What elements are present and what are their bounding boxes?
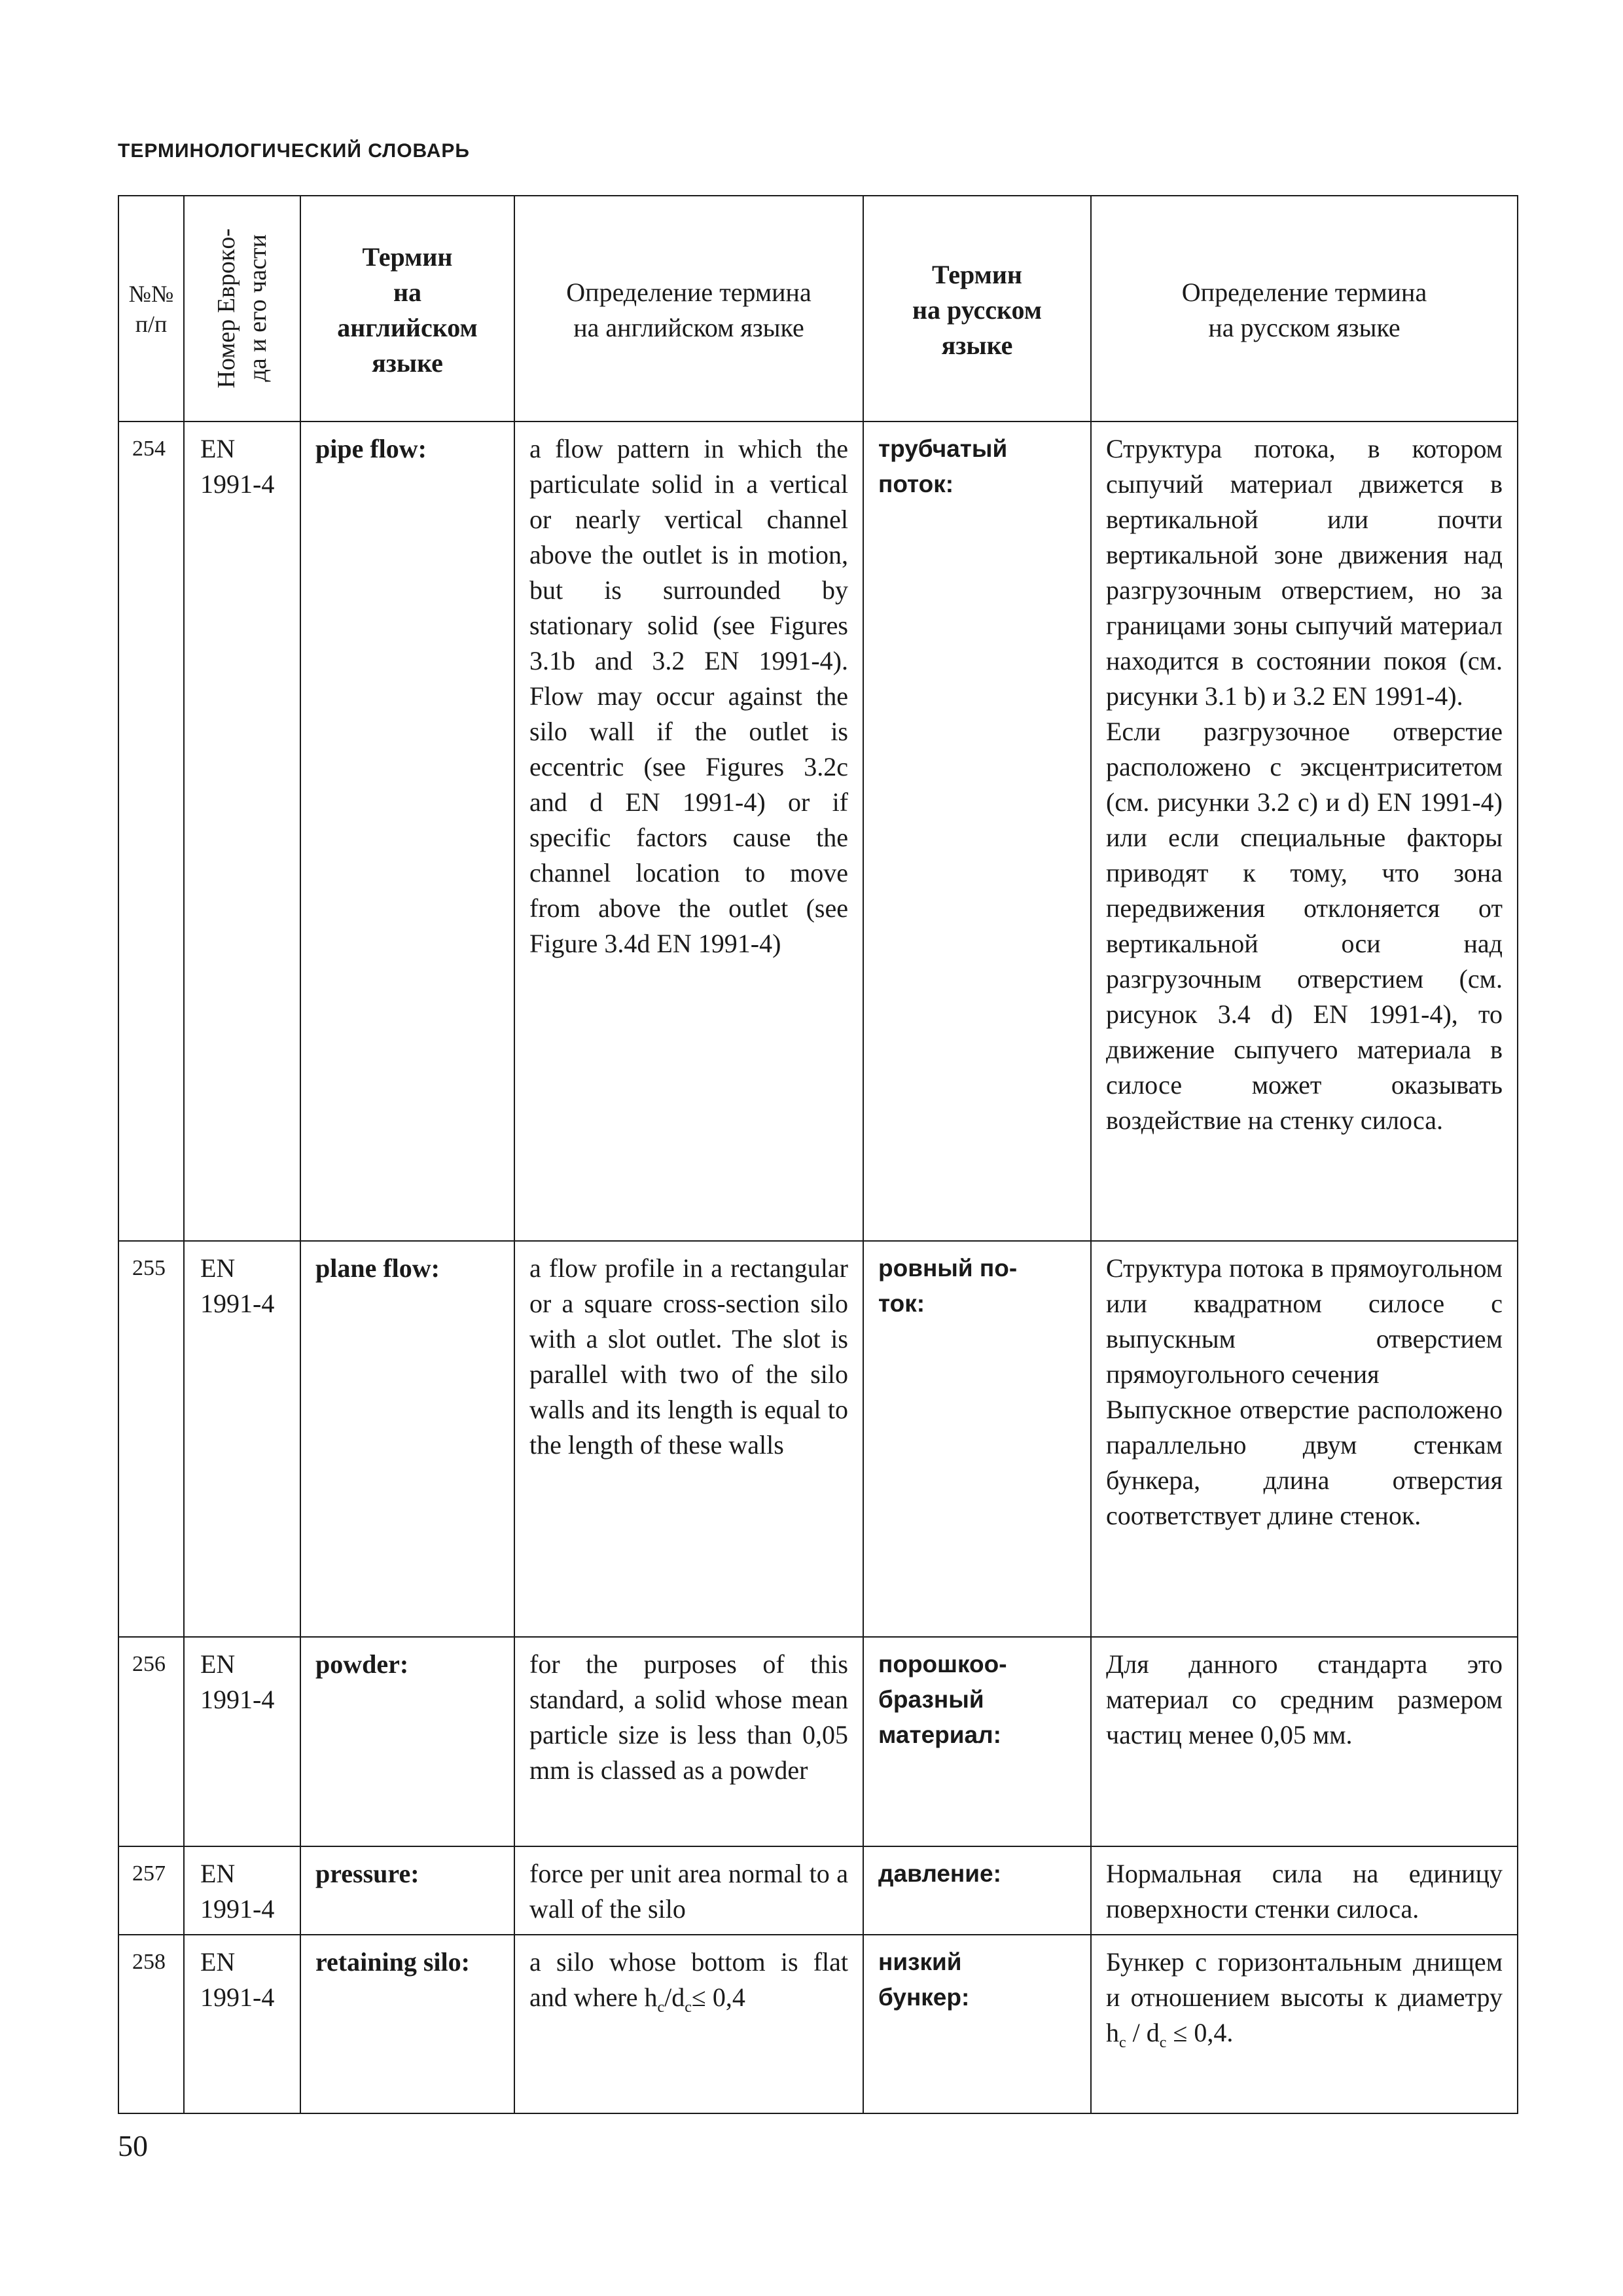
russian-term: давление: <box>863 1846 1091 1935</box>
col-header-english-term: Термин на английском языке <box>300 196 514 422</box>
eurocode-cell: EN 1991-4 <box>184 1935 300 2113</box>
eurocode-cell: EN 1991-4 <box>184 1241 300 1637</box>
row-number: 257 <box>118 1846 184 1935</box>
table-row <box>118 422 1518 1241</box>
english-term: pressure: <box>300 1846 514 1935</box>
russian-term: трубчатый поток: <box>863 422 1091 1241</box>
eurocode-cell: EN 1991-4 <box>184 422 300 1241</box>
row-number: 255 <box>118 1241 184 1637</box>
russian-definition: Для данного стандарта это материал со средним размером частиц менее 0,05 мм. <box>1091 1637 1518 1846</box>
col-header-number: №№ п/п <box>118 196 184 422</box>
russian-definition: Нормальная сила на единицу поверхности стенки силоса. <box>1091 1846 1518 1935</box>
russian-term: низкий бункер: <box>863 1935 1091 2113</box>
table-row <box>118 1637 1518 1846</box>
english-term: plane flow: <box>300 1241 514 1637</box>
russian-definition: Структура потока в прямоугольном или квадратном силосе с выпускным отверстием прямоугольного сечения Выпускное отверстие расположено параллельно двум стенкам бункера, длина отверстия соответствует длине стенок. <box>1091 1241 1518 1637</box>
glossary-table <box>118 195 1518 2114</box>
english-definition: for the purposes of this standard, a solid whose mean particle size is less than 0,05 mm is classed as a powder <box>514 1637 863 1846</box>
table-row <box>118 1935 1518 2113</box>
english-definition: a flow pattern in which the particulate solid in a vertical or nearly vertical channel above the outlet is in motion, but is surrounded by stationary solid (see Figures 3.1b and 3.2 EN 1991-4). Flow may occur against the silo wall if the outlet is eccentric (see Figures 3.2c and d EN 1991-4) or if specific factors cause the channel location to move from above the outlet (see Figure 3.4d EN 1991-4) <box>514 422 863 1241</box>
table-header-row <box>118 196 1518 422</box>
russian-definition: Бункер с горизонтальным днищем и отношением высоты к диаметру $h_c / d_c \le 0,4$. <box>1091 1935 1518 2113</box>
table-row <box>118 1241 1518 1637</box>
row-number: 258 <box>118 1935 184 2113</box>
russian-definition: Структура потока, в котором сыпучий материал движется в вертикальной или почти вертикальной зоне движения над разгрузочным отверстием, но за границами зоны сыпучий материал находится в состоянии покоя (см. рисунки 3.1 b) и 3.2 EN 1991-4). Если разгрузочное отверстие расположено с эксцентриситетом (см. рисунки 3.2 c) и d) EN 1991-4) или если специальные факторы приводят к тому, что зона передвижения отклоняется от вертикальной оси над разгрузочным отверстием (см. рисунок 3.4 d) EN 1991-4), то движение сыпучего материала в силосе может оказывать воздействие на стенку силоса. <box>1091 422 1518 1241</box>
col-header-russian-term: Термин на русском языке <box>863 196 1091 422</box>
english-term: pipe flow: <box>300 422 514 1241</box>
russian-term: порошкоо- бразный материал: <box>863 1637 1091 1846</box>
page-number: 50 <box>118 2129 148 2162</box>
row-number: 256 <box>118 1637 184 1846</box>
eurocode-cell: EN 1991-4 <box>184 1846 300 1935</box>
english-term: powder: <box>300 1637 514 1846</box>
english-definition: a flow profile in a rectangular or a square cross-section silo with a slot outlet. The slot is parallel with two of the silo walls and its length is equal to the length of these walls <box>514 1241 863 1637</box>
english-definition: a silo whose bottom is flat and where $h_c/d_c\le 0,4$ <box>514 1935 863 2113</box>
english-definition: force per unit area normal to a wall of the silo <box>514 1846 863 1935</box>
col-header-eurocode: Номер Еврокo- да и его части <box>184 196 300 422</box>
col-header-russian-definition: Определение термина на русском языке <box>1091 196 1518 422</box>
col-header-english-definition: Определение термина на английском языке <box>514 196 863 422</box>
english-term: retaining silo: <box>300 1935 514 2113</box>
russian-term: ровный по- ток: <box>863 1241 1091 1637</box>
eurocode-cell: EN 1991-4 <box>184 1637 300 1846</box>
table-row <box>118 1846 1518 1935</box>
row-number: 254 <box>118 422 184 1241</box>
running-title: ТЕРМИНОЛОГИЧЕСКИЙ СЛОВАРЬ <box>118 140 470 162</box>
